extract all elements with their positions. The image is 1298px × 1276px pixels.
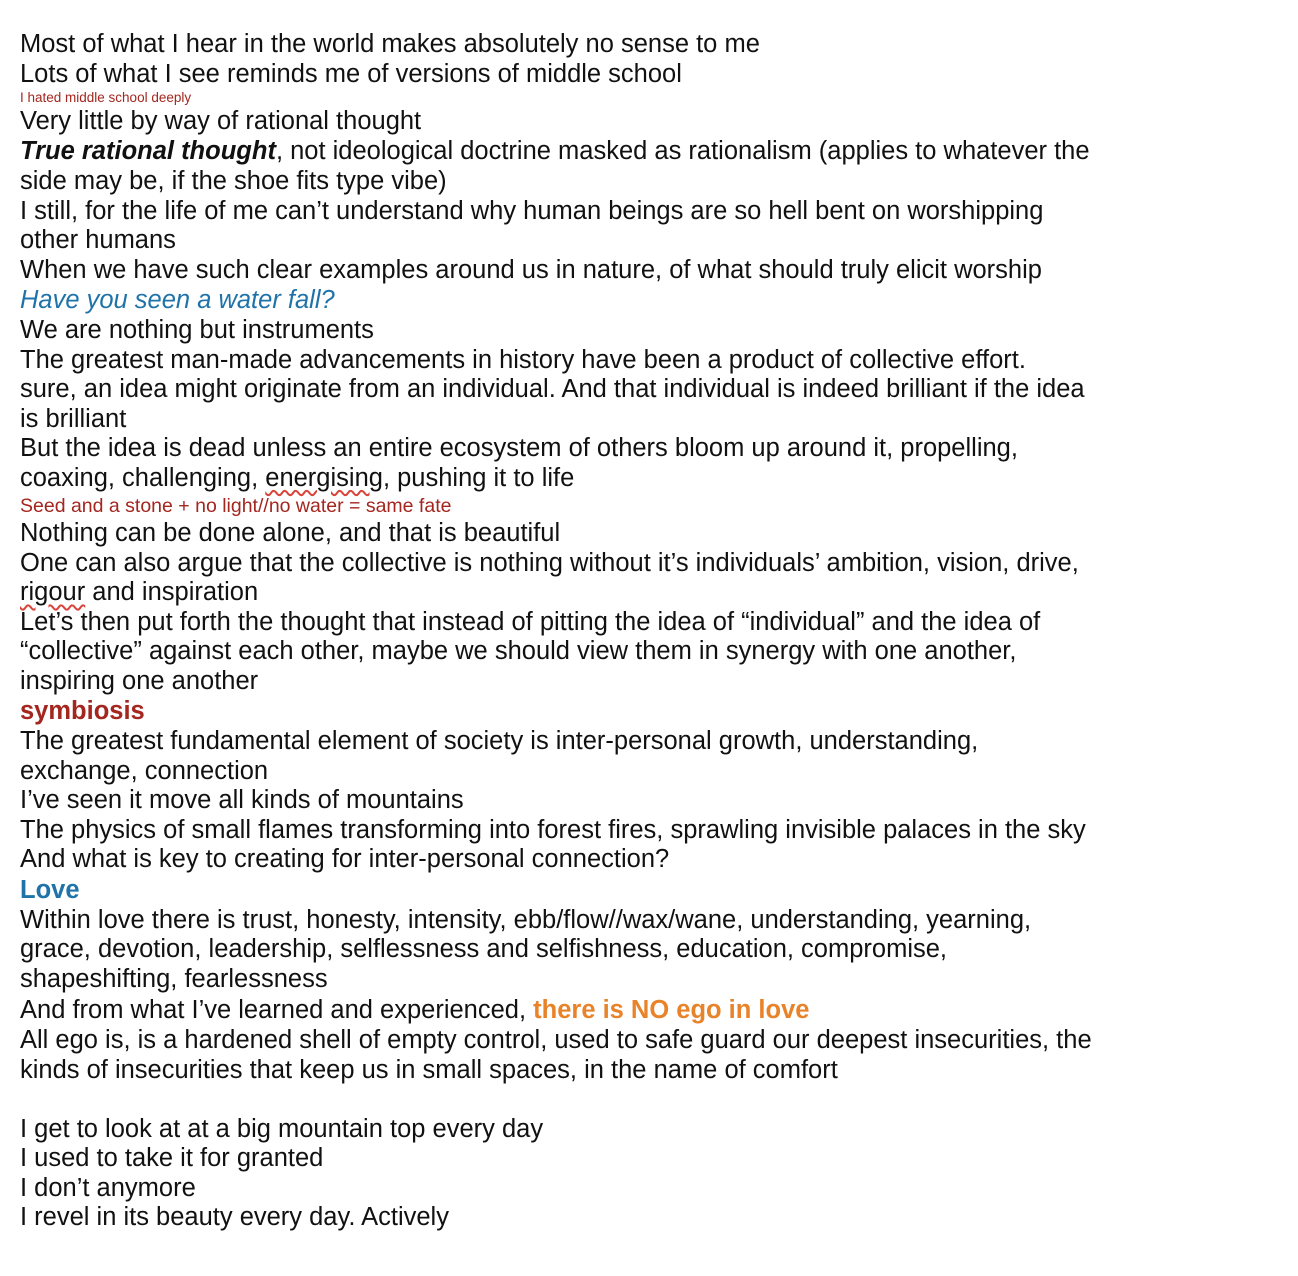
- text-line: “collective” against each other, maybe we should view them in synergy with one another,: [20, 637, 1017, 665]
- blank-line: [20, 1085, 1180, 1115]
- text-line: We are nothing but instruments: [20, 316, 374, 344]
- text-fragment: and inspiration: [85, 578, 259, 606]
- text-line: shapeshifting, fearlessness: [20, 964, 328, 993]
- text-line: [20, 994, 1180, 1026]
- text-fragment: And from what I’ve learned and experienced,: [20, 996, 534, 1024]
- text-line: I’ve seen it move all kinds of mountains: [20, 786, 464, 814]
- text-line: side may be, if the shoe fits type vibe): [20, 167, 447, 195]
- text-line: I get to look at at a big mountain top every day: [20, 1114, 544, 1143]
- section-heading: symbiosis: [20, 697, 145, 725]
- text-line: One can also argue that the collective is nothing without it’s individuals’ ambition, vision, drive,: [20, 548, 1079, 577]
- margin-note: I hated middle school deeply: [20, 90, 192, 105]
- text-fragment: , pushing it to life: [382, 463, 575, 492]
- text-line: Within love there is trust, honesty, intensity, ebb/flow//wax/wane, understanding, yearning,: [20, 905, 1032, 934]
- emphasis-phrase: there is NO ego in love: [533, 996, 810, 1024]
- spellcheck-word[interactable]: energising: [265, 463, 383, 492]
- text-line: [20, 578, 1180, 608]
- spellcheck-word[interactable]: rigour: [20, 578, 86, 606]
- text-fragment: , not ideological doctrine masked as rationalism (applies to whatever the: [275, 137, 1090, 165]
- text-line: Let’s then put forth the thought that instead of pitting the idea of “individual” and the idea of: [20, 607, 1041, 636]
- section-heading: Love: [20, 875, 80, 904]
- text-line: The greatest fundamental element of society is inter-personal growth, understanding,: [20, 727, 979, 755]
- document-body: [20, 30, 1180, 1233]
- text-line: [20, 464, 1180, 494]
- emphasis-phrase: True rational thought: [20, 137, 276, 165]
- text-line: Lots of what I see reminds me of versions of middle school: [20, 59, 682, 88]
- text-line: grace, devotion, leadership, selflessness and selfishness, education, compromise,: [20, 935, 948, 963]
- text-line: Very little by way of rational thought: [20, 106, 422, 135]
- text-line: Nothing can be done alone, and that is beautiful: [20, 519, 561, 547]
- text-line: Most of what I hear in the world makes absolutely no sense to me: [20, 30, 760, 58]
- text-fragment: coaxing, challenging,: [20, 463, 266, 492]
- text-line: I don’t anymore: [20, 1173, 196, 1202]
- highlight-question: Have you seen a water fall?: [20, 286, 335, 314]
- text-line: inspiring one another: [20, 666, 259, 695]
- text-line: And what is key to creating for inter-personal connection?: [20, 845, 670, 873]
- text-line: kinds of insecurities that keep us in small spaces, in the name of comfort: [20, 1055, 838, 1084]
- margin-note: Seed and a stone + no light//no water = same fate: [20, 495, 452, 517]
- text-line: other humans: [20, 226, 176, 254]
- text-line: I revel in its beauty every day. Actively: [20, 1203, 449, 1231]
- text-line: I still, for the life of me can’t understand why human beings are so hell bent on worshipping: [20, 196, 1044, 225]
- text-line: The greatest man-made advancements in history have been a product of collective effort.: [20, 345, 1026, 374]
- text-line: exchange, connection: [20, 756, 269, 785]
- text-line: But the idea is dead unless an entire ecosystem of others bloom up around it, propelling,: [20, 434, 1018, 462]
- text-line: All ego is, is a hardened shell of empty control, used to safe guard our deepest insecurities, the: [20, 1026, 1092, 1054]
- text-line: When we have such clear examples around us in nature, of what should truly elicit worship: [20, 255, 1042, 284]
- text-line: I used to take it for granted: [20, 1144, 324, 1172]
- text-line: sure, an idea might originate from an individual. And that individual is indeed brilliant if the idea: [20, 375, 1085, 403]
- text-line: [20, 136, 1180, 167]
- text-line: is brilliant: [20, 404, 127, 433]
- text-line: The physics of small flames transforming into forest fires, sprawling invisible palaces in the sky: [20, 815, 1086, 844]
